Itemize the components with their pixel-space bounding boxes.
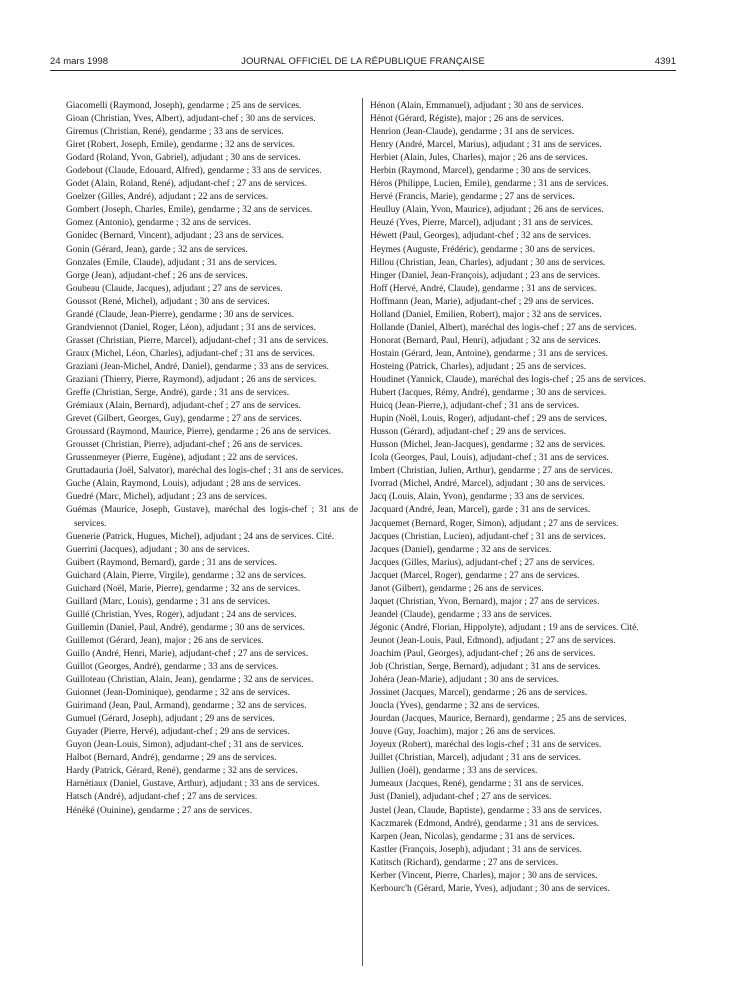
list-entry: Hoffmann (Jean, Marie), adjudant-chef ; 29 ans de services. [370,296,594,307]
list-entry: Godebout (Claude, Edouard, Alfred), gendarme ; 33 ans de services. [66,166,322,177]
list-entry: Jégonic (André, Florian, Hippolyte), adjudant ; 19 ans de services. Cité. [370,622,639,633]
list-entry: Hénot (Gérard, Régiste), major ; 26 ans de services. [370,114,564,125]
list-entry: Juillet (Christian, Marcel), adjudant ; 31 ans de services. [370,753,581,764]
list-entry: Just (Daniel), adjudant-chef ; 27 ans de services. [370,792,552,803]
list-entry: Joyeux (Robert), maréchal des logis-chef ; 31 ans de services. [370,740,602,751]
list-entry: Henrion (Jean-Claude), gendarme ; 31 ans de services. [370,127,575,138]
list-entry: Jacquemet (Bernard, Roger, Simon), adjudant ; 27 ans de services. [370,518,619,529]
list-entry: Gioan (Christian, Yves, Albert), adjudant-chef ; 30 ans de services. [66,114,316,125]
list-entry: Heuzé (Yves, Pierre, Marcel), adjudant ; 31 ans de services. [370,218,593,229]
list-entry: Gorge (Jean), adjudant-chef ; 26 ans de services. [66,270,248,281]
list-entry: Jeandel (Claude), gendarme ; 33 ans de services. [370,609,552,620]
list-entry: Grasset (Christian, Pierre, Marcel), adjudant-chef ; 31 ans de services. [66,335,329,346]
list-entry: Guémas (Maurice, Joseph, Gustave), maréchal des logis-chef ; 31 ans de services. [66,505,358,529]
list-entry: Janot (Gilbert), gendarme ; 26 ans de services. [370,583,544,594]
list-entry: Holland (Daniel, Emilien, Robert), major ; 32 ans de services. [370,309,602,320]
list-entry: Grevet (Gilbert, Georges, Guy), gendarme ; 27 ans de services. [66,414,302,425]
list-entry: Guillo (André, Henri, Marie), adjudant-chef ; 27 ans de services. [66,648,309,659]
list-entry: Jumeaux (Jacques, René), gendarme ; 31 ans de services. [370,779,584,790]
list-entry: Jullien (Joël), gendarme ; 33 ans de services. [370,766,538,777]
list-entry: Goussot (René, Michel), adjudant ; 30 ans de services. [66,296,270,307]
list-entry: Jaquet (Christian, Yvon, Bernard), major ; 27 ans de services. [370,596,600,607]
list-entry: Giacomelli (Raymond, Joseph), gendarme ; 25 ans de services. [66,101,302,111]
list-entry: Jacques (Christian, Lucien), adjudant-chef ; 31 ans de services. [370,531,606,542]
list-entry: Gomez (Antonio), gendarme ; 32 ans de services. [66,218,251,229]
list-entry: Guillemot (Gérard, Jean), major ; 26 ans de services. [66,635,264,646]
list-entry: Guillard (Marc, Louis), gendarme ; 31 ans de services. [66,596,271,607]
list-entry: Heulluy (Alain, Yvon, Maurice), adjudant ; 26 ans de services. [370,205,604,216]
list-entry: Gombert (Joseph, Charles, Emile), gendarme ; 32 ans de services. [66,205,313,216]
list-entry: Jacques (Daniel), gendarme ; 32 ans de services. [370,544,552,555]
list-entry: Justel (Jean, Claude, Baptiste), gendarme ; 33 ans de services. [370,805,602,816]
list-entry: Ivorrad (Michel, André, Marcel), adjudant ; 30 ans de services. [370,479,606,490]
list-entry: Jacquard (André, Jean, Marcel), garde ; 31 ans de services. [370,505,591,516]
list-entry: Gonin (Gérard, Jean), garde ; 32 ans de services. [66,244,248,255]
column-divider [362,98,363,966]
header-date: 24 mars 1998 [50,56,109,67]
list-entry: Guedré (Marc, Michel), adjudant ; 23 ans de services. [66,492,268,503]
list-entry: Halbot (Bernard, André), gendarme ; 29 ans de services. [66,753,277,764]
list-entry: Hillou (Christian, Jean, Charles), adjudant ; 30 ans de services. [370,257,606,268]
list-entry: Hostain (Gérard, Jean, Antoine), gendarme ; 31 ans de services. [370,348,608,359]
list-entry: Hénéké (Ouinine), gendarme ; 27 ans de services. [66,805,253,816]
list-entry: Grussenmeyer (Pierre, Eugène), adjudant ; 22 ans de services. [66,453,298,464]
list-entry: Guerrini (Jacques), adjudant ; 30 ans de services. [66,544,250,555]
left-column [66,100,358,818]
list-entry: Jeunot (Jean-Louis, Paul, Edmond), adjudant ; 27 ans de services. [370,635,616,646]
list-entry: Gruttadauria (Joël, Salvator), maréchal des logis-chef ; 31 ans de services. [66,466,344,477]
list-entry: Héros (Philippe, Lucien, Emile), gendarme ; 31 ans de services. [370,179,609,190]
list-entry: Hubert (Jacques, Rémy, André), gendarme ; 30 ans de services. [370,388,607,399]
list-entry: Jouve (Guy, Joachim), major ; 26 ans de services. [370,727,556,738]
list-entry: Guillemin (Daniel, Paul, André), gendarme ; 30 ans de services. [66,622,305,633]
list-entry: Guilloteau (Christian, Alain, Jean), gendarme ; 32 ans de services. [66,675,314,686]
list-entry: Graziani (Thierry, Pierre, Raymond), adjudant ; 26 ans de services. [66,374,317,385]
list-entry: Kerbourc'h (Gérard, Marie, Yves), adjudant ; 30 ans de services. [370,883,610,894]
list-entry: Imbert (Christian, Julien, Arthur), gendarme ; 27 ans de services. [370,466,613,477]
list-entry: Jacques (Gilles, Marius), adjudant-chef ; 27 ans de services. [370,557,595,568]
list-entry: Kerber (Vincent, Pierre, Charles), major ; 30 ans de services. [370,870,598,881]
list-entry: Katitsch (Richard), gendarme ; 27 ans de services. [370,857,559,868]
list-entry: Guichard (Noël, Marie, Pierre), gendarme ; 32 ans de services. [66,583,301,594]
list-entry: Goubeau (Claude, Jacques), adjudant ; 27 ans de services. [66,283,283,294]
list-entry: Hoff (Hervé, André, Claude), gendarme ; 31 ans de services. [370,283,597,294]
list-entry: Hinger (Daniel, Jean-François), adjudant ; 23 ans de services. [370,270,601,281]
list-entry: Honorat (Bernard, Paul, Henri), adjudant ; 32 ans de services. [370,335,601,346]
list-entry: Greffe (Christian, Serge, André), garde ; 31 ans de services. [66,388,290,399]
list-entry: Jacq (Louis, Alain, Yvon), gendarme ; 33 ans de services. [370,492,585,503]
list-entry: Hénon (Alain, Emmanuel), adjudant ; 30 ans de services. [370,101,584,111]
list-entry: Gonzales (Emile, Claude), adjudant ; 31 ans de services. [66,257,277,268]
list-entry: Grandviennot (Daniel, Roger, Léon), adjudant ; 31 ans de services. [66,322,317,333]
list-entry: Guibert (Raymond, Bernard), garde ; 31 ans de services. [66,557,277,568]
list-entry: Johéra (Jean-Marie), adjudant ; 30 ans de services. [370,675,560,686]
list-entry: Jourdan (Jacques, Maurice, Bernard), gendarme ; 25 ans de services. [370,714,627,725]
list-entry: Joucla (Yves), gendarme ; 32 ans de services. [370,701,540,712]
list-entry: Hatsch (André), adjudant-chef ; 27 ans de services. [66,792,258,803]
list-entry: Kastler (François, Joseph), adjudant ; 31 ans de services. [370,844,582,855]
list-entry: Groussard (Raymond, Maurice, Pierre), gendarme ; 26 ans de services. [66,427,331,438]
list-entry: Herbiet (Alain, Jules, Charles), major ; 26 ans de services. [370,153,588,164]
list-entry: Hollande (Daniel, Albert), maréchal des logis-chef ; 27 ans de services. [370,322,637,333]
list-entry: Guillé (Christian, Yves, Roger), adjudant ; 24 ans de services. [66,609,297,620]
list-entry: Guenerie (Patrick, Hugues, Michel), adjudant ; 24 ans de services. Cité. [66,531,335,542]
list-entry: Godard (Roland, Yvon, Gabriel), adjudant ; 30 ans de services. [66,153,301,164]
list-entry: Godet (Alain, Roland, René), adjudant-chef ; 27 ans de services. [66,179,308,190]
list-entry: Gonidec (Bernard, Vincent), adjudant ; 23 ans de services. [66,231,284,242]
list-entry: Hosteing (Patrick, Charles), adjudant ; 25 ans de services. [370,361,587,372]
list-entry: Husson (Gérard), adjudant-chef ; 29 ans de services. [370,427,566,438]
list-entry: Héwett (Paul, Georges), adjudant-chef ; 32 ans de services. [370,231,592,242]
list-entry: Karpen (Jean, Nicolas), gendarme ; 31 ans de services. [370,831,575,842]
list-entry: Henry (André, Marcel, Marius), adjudant ; 31 ans de services. [370,140,602,151]
list-entry: Houdinet (Yannick, Claude), maréchal des logis-chef ; 25 ans de services. [370,374,646,385]
list-entry: Graux (Michel, Léon, Charles), adjudant-chef ; 31 ans de services. [66,348,315,359]
list-entry: Harnétiaux (Daniel, Gustave, Arthur), adjudant ; 33 ans de services. [66,779,320,790]
list-entry: Graziani (Jean-Michel, André, Daniel), gendarme ; 33 ans de services. [66,361,329,372]
list-entry: Hervé (Francis, Marie), gendarme ; 27 ans de services. [370,192,575,203]
list-entry: Kaczmarek (Edmond, André), gendarme ; 31 ans de services. [370,818,600,829]
list-entry: Giret (Robert, Joseph, Emile), gendarme ; 32 ans de services. [66,140,296,151]
list-entry: Grandé (Claude, Jean-Pierre), gendarme ; 30 ans de services. [66,309,295,320]
list-entry: Guichard (Alain, Pierre, Virgile), gendarme ; 32 ans de services. [66,570,307,581]
list-entry: Jacquet (Marcel, Roger), gendarme ; 27 ans de services. [370,570,580,581]
list-entry: Guillot (Georges, André), gendarme ; 33 ans de services. [66,662,279,673]
list-entry: Guyader (Pierre, Hervé), adjudant-chef ; 29 ans de services. [66,727,290,738]
journal-title: JOURNAL OFFICIEL DE LA RÉPUBLIQUE FRANÇAISE [241,56,485,67]
list-entry: Icola (Georges, Paul, Louis), adjudant-chef ; 31 ans de services. [370,453,609,464]
list-entry: Heymes (Auguste, Frédéric), gendarme ; 30 ans de services. [370,244,595,255]
list-entry: Herbin (Raymond, Marcel), gendarme ; 30 ans de services. [370,166,591,177]
list-entry: Grousset (Christian, Pierre), adjudant-chef ; 26 ans de services. [66,440,303,451]
list-entry: Hardy (Patrick, Gérard, René), gendarme ; 32 ans de services. [66,766,298,777]
list-entry: Guyon (Jean-Louis, Simon), adjudant-chef ; 31 ans de services. [66,740,304,751]
right-column [370,100,662,896]
list-entry: Gumuel (Gérard, Joseph), adjudant ; 29 ans de services. [66,714,275,725]
list-entry: Jossinet (Jacques, Marcel), gendarme ; 26 ans de services. [370,688,588,699]
list-entry: Huicq (Jean-Pierre,), adjudant-chef ; 31 ans de services. [370,401,580,412]
page-number: 4391 [654,56,676,67]
list-entry: Guionnet (Jean-Dominique), gendarme ; 32 ans de services. [66,688,290,699]
list-entry: Giremus (Christian, René), gendarme ; 33 ans de services. [66,127,284,138]
list-entry: Joachim (Paul, Georges), adjudant-chef ; 26 ans de services. [370,648,596,659]
list-entry: Guirimand (Jean, Paul, Armand), gendarme ; 32 ans de services. [66,701,307,712]
list-entry: Guche (Alain, Raymond, Louis), adjudant ; 28 ans de services. [66,479,301,490]
list-entry: Hupin (Noël, Louis, Roger), adjudant-chef ; 29 ans de services. [370,414,607,425]
list-entry: Job (Christian, Serge, Bernard), adjudant ; 31 ans de services. [370,662,601,673]
list-entry: Husson (Michel, Jean-Jacques), gendarme ; 32 ans de services. [370,440,606,451]
list-entry: Grémiaux (Alain, Bernard), adjudant-chef ; 27 ans de services. [66,401,301,412]
page-header [50,56,676,71]
list-entry: Goelzer (Gilles, André), adjudant ; 22 ans de services. [66,192,269,203]
